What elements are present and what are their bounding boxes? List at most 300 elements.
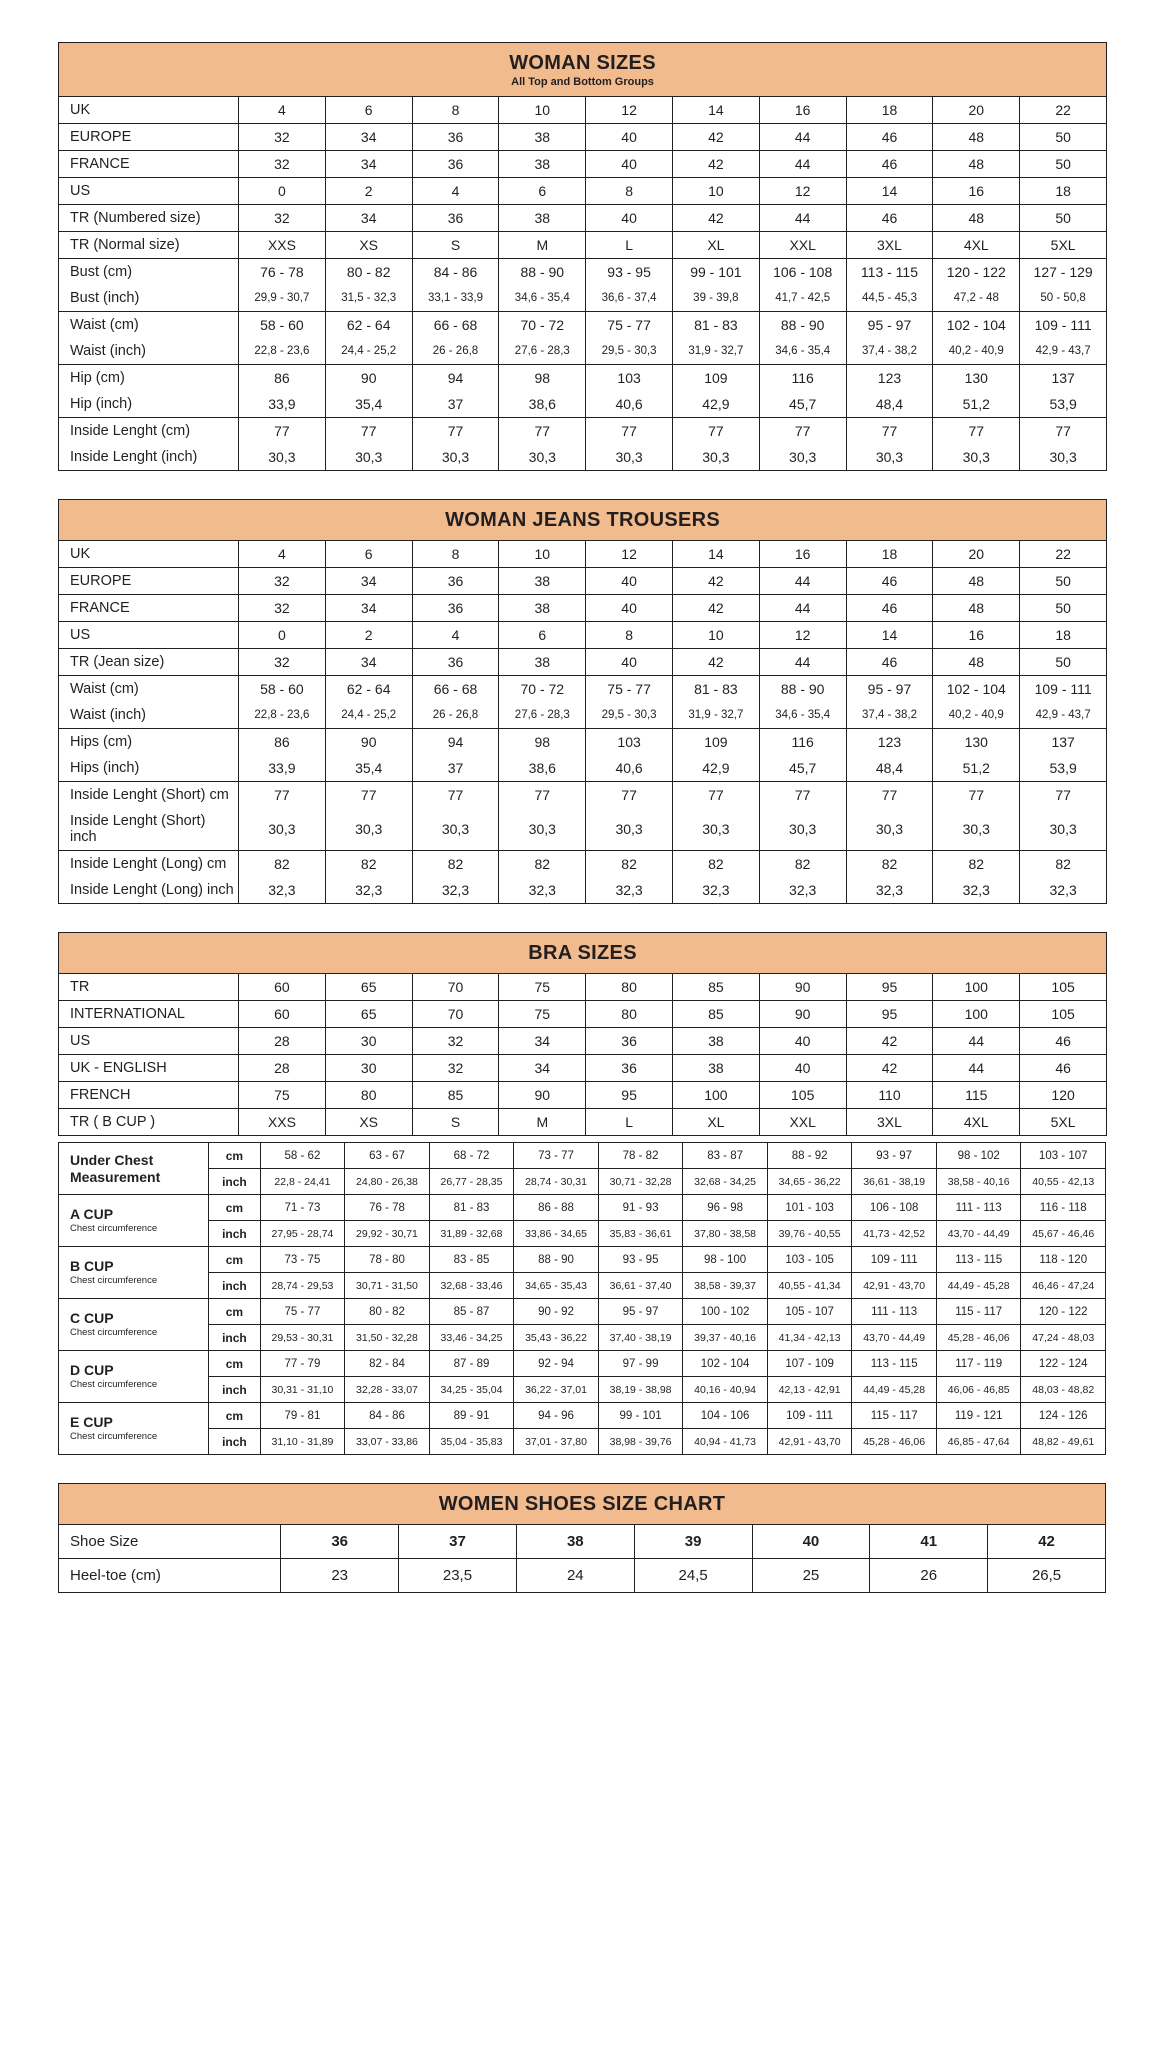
cell: 89 - 91 [429, 1403, 514, 1429]
cell: 40,6 [586, 391, 673, 418]
cell: 73 - 77 [514, 1143, 599, 1169]
cell: 113 - 115 [852, 1351, 937, 1377]
cell: 77 [933, 418, 1020, 445]
cell: 30,3 [239, 808, 326, 851]
cell: 38 [499, 595, 586, 622]
row-label: FRANCE [59, 151, 239, 178]
row-label: US [59, 178, 239, 205]
cell: 48 [933, 649, 1020, 676]
cell: 32 [239, 151, 326, 178]
cell: 34 [499, 1028, 586, 1055]
table-title: WOMEN SHOES SIZE CHART [438, 1493, 726, 1515]
cell: 109 - 111 [1020, 676, 1107, 703]
bra-cup-table [58, 1142, 1106, 1455]
table-row [59, 541, 1107, 568]
cell: 36 [412, 568, 499, 595]
cell: 48 [933, 205, 1020, 232]
cell: 75 - 77 [586, 676, 673, 703]
cell: 103 [586, 365, 673, 392]
cell: 44 [759, 595, 846, 622]
bra-sizes-chart [58, 932, 1106, 1455]
table-row [59, 338, 1107, 365]
row-label: US [59, 1028, 239, 1055]
cell: 30,3 [672, 444, 759, 471]
cell: 58 - 60 [239, 676, 326, 703]
cell: 38 [672, 1028, 759, 1055]
cell: 82 [412, 851, 499, 878]
cell: 36 [412, 124, 499, 151]
cell: 32,68 - 34,25 [683, 1169, 768, 1195]
cell: 68 - 72 [429, 1143, 514, 1169]
cell: 130 [933, 729, 1020, 756]
table-row [59, 1082, 1107, 1109]
cell: 42,91 - 43,70 [852, 1273, 937, 1299]
cell: 38,58 - 40,16 [936, 1169, 1021, 1195]
row-label-main: Under Chest [70, 1151, 154, 1168]
row-label-sub: Chest circumference [70, 1431, 158, 1443]
cell: 82 - 84 [345, 1351, 430, 1377]
cell: 0 [239, 178, 326, 205]
cell: 82 [933, 851, 1020, 878]
row-label: TR (Normal size) [59, 232, 239, 259]
cell: 99 - 101 [672, 259, 759, 286]
cell: 137 [1020, 365, 1107, 392]
cell: 77 [499, 782, 586, 809]
table-row [59, 1429, 1106, 1455]
cell: 32 [239, 649, 326, 676]
table-row [59, 444, 1107, 471]
table-row [59, 568, 1107, 595]
cell: 40,55 - 41,34 [767, 1273, 852, 1299]
table-header-cell [59, 933, 1107, 974]
unit-cell: inch [209, 1429, 260, 1455]
cell: 16 [759, 97, 846, 124]
cell: 30,71 - 31,50 [345, 1273, 430, 1299]
cell: 37,01 - 37,80 [514, 1429, 599, 1455]
cell: 35,04 - 35,83 [429, 1429, 514, 1455]
cell: 29,53 - 30,31 [260, 1325, 345, 1351]
cell: 77 [412, 418, 499, 445]
cell: 30,3 [499, 444, 586, 471]
table-row [59, 1247, 1106, 1273]
row-label: EUROPE [59, 568, 239, 595]
cell: 60 [239, 974, 326, 1001]
table-header-row [59, 1484, 1106, 1525]
table-row [59, 391, 1107, 418]
cell: 3XL [846, 1109, 933, 1136]
cell: 82 [759, 851, 846, 878]
cell: 77 [846, 782, 933, 809]
cell: 81 - 83 [429, 1195, 514, 1221]
cell: 75 - 77 [586, 312, 673, 339]
cell: 120 - 122 [933, 259, 1020, 286]
cell: 8 [586, 178, 673, 205]
cell: 83 - 85 [429, 1247, 514, 1273]
cell: 14 [672, 541, 759, 568]
cell: 27,6 - 28,3 [499, 702, 586, 729]
row-label: Bust (cm) [59, 259, 239, 286]
cell: 80 - 82 [345, 1299, 430, 1325]
cell: 70 - 72 [499, 312, 586, 339]
row-label-main: D CUP [70, 1362, 114, 1379]
cell: 81 - 83 [672, 676, 759, 703]
cell: 77 [846, 418, 933, 445]
cell: L [586, 1109, 673, 1136]
cell: 80 [325, 1082, 412, 1109]
cell: 10 [672, 178, 759, 205]
cell: 50 - 50,8 [1020, 285, 1107, 312]
unit-cell: cm [209, 1143, 260, 1169]
cell: 115 - 117 [936, 1299, 1021, 1325]
cell: 39 [634, 1525, 752, 1559]
cell: 103 - 107 [1021, 1143, 1106, 1169]
cell: 29,5 - 30,3 [586, 338, 673, 365]
cell: 111 - 113 [852, 1299, 937, 1325]
cell: 26,77 - 28,35 [429, 1169, 514, 1195]
cell: 105 - 107 [767, 1299, 852, 1325]
cell: 65 [325, 974, 412, 1001]
cell: 70 [412, 1001, 499, 1028]
cell: 86 - 88 [514, 1195, 599, 1221]
cell: 76 - 78 [239, 259, 326, 286]
table-row [59, 312, 1107, 339]
cell: 38,98 - 39,76 [598, 1429, 683, 1455]
cell: 58 - 60 [239, 312, 326, 339]
cell: 107 - 109 [767, 1351, 852, 1377]
cell: 48 [933, 151, 1020, 178]
cell: 77 [586, 782, 673, 809]
cell: 80 [586, 974, 673, 1001]
table-title: BRA SIZES [528, 942, 637, 964]
cell: 35,4 [325, 755, 412, 782]
cell: 38 [499, 568, 586, 595]
cell: 30,3 [586, 808, 673, 851]
cell: 82 [672, 851, 759, 878]
cell: 20 [933, 97, 1020, 124]
cell: 82 [586, 851, 673, 878]
cell: 50 [1020, 595, 1107, 622]
cell: 40,6 [586, 755, 673, 782]
row-label-main: B CUP [70, 1258, 114, 1275]
cell: 30,3 [846, 444, 933, 471]
cell: 116 [759, 365, 846, 392]
cell: 82 [846, 851, 933, 878]
table-row [59, 1028, 1107, 1055]
cell: 30,3 [759, 444, 846, 471]
cell: 20 [933, 541, 1020, 568]
table-row [59, 1273, 1106, 1299]
cell: 44,49 - 45,28 [936, 1273, 1021, 1299]
cell: 88 - 92 [767, 1143, 852, 1169]
cell: 44 [933, 1055, 1020, 1082]
cell: 48 [933, 124, 1020, 151]
table-header-cell [59, 500, 1107, 541]
table-row [59, 97, 1107, 124]
cell: 10 [672, 622, 759, 649]
unit-cell: inch [209, 1169, 260, 1195]
cell: 62 - 64 [325, 676, 412, 703]
cell: 40,2 - 40,9 [933, 338, 1020, 365]
cell: 10 [499, 541, 586, 568]
cell: 42,9 [672, 391, 759, 418]
row-label: TR (Numbered size) [59, 205, 239, 232]
cell: 77 [1020, 418, 1107, 445]
cell: 51,2 [933, 391, 1020, 418]
table-row [59, 1403, 1106, 1429]
cell: 63 - 67 [345, 1143, 430, 1169]
cell: 30,3 [412, 808, 499, 851]
cell: 86 [239, 729, 326, 756]
cell: 30 [325, 1055, 412, 1082]
cell: 37,40 - 38,19 [598, 1325, 683, 1351]
cell: 90 [499, 1082, 586, 1109]
cell: S [412, 232, 499, 259]
cell: 27,6 - 28,3 [499, 338, 586, 365]
cell: 66 - 68 [412, 312, 499, 339]
cell: 42,13 - 42,91 [767, 1377, 852, 1403]
cell: 5XL [1020, 1109, 1107, 1136]
row-label [59, 1351, 209, 1403]
cell: 45,7 [759, 755, 846, 782]
cell: 127 - 129 [1020, 259, 1107, 286]
row-label: Inside Lenght (Long) inch [59, 877, 239, 904]
row-label [59, 1195, 209, 1247]
cell: 34,25 - 35,04 [429, 1377, 514, 1403]
cell: 77 [1020, 782, 1107, 809]
cell: 29,9 - 30,7 [239, 285, 326, 312]
cell: 77 [672, 418, 759, 445]
table-row [59, 124, 1107, 151]
cell: 36 [586, 1055, 673, 1082]
cell: 36 [412, 595, 499, 622]
cell: 116 - 118 [1021, 1195, 1106, 1221]
cell: 86 [239, 365, 326, 392]
row-label [59, 1403, 209, 1455]
cell: 100 [933, 974, 1020, 1001]
cell: 113 - 115 [846, 259, 933, 286]
cell: 34 [325, 649, 412, 676]
unit-cell: inch [209, 1273, 260, 1299]
cell: 36,6 - 37,4 [586, 285, 673, 312]
cell: 40 [586, 649, 673, 676]
cell: 30,71 - 32,28 [598, 1169, 683, 1195]
cell: 4 [412, 178, 499, 205]
row-label: Inside Lenght (Short) cm [59, 782, 239, 809]
table-row [59, 232, 1107, 259]
cell: 5XL [1020, 232, 1107, 259]
row-label: TR ( B CUP ) [59, 1109, 239, 1136]
cell: 106 - 108 [759, 259, 846, 286]
cell: 22,8 - 24,41 [260, 1169, 345, 1195]
cell: 73 - 75 [260, 1247, 345, 1273]
cell: 90 [759, 974, 846, 1001]
cell: 32,3 [586, 877, 673, 904]
cell: 103 - 105 [767, 1247, 852, 1273]
row-label: US [59, 622, 239, 649]
cell: 27,95 - 28,74 [260, 1221, 345, 1247]
cell: 48,82 - 49,61 [1021, 1429, 1106, 1455]
cell: 93 - 95 [586, 259, 673, 286]
cell: 40 [586, 151, 673, 178]
table-row [59, 1377, 1106, 1403]
cell: 82 [325, 851, 412, 878]
cell: 16 [759, 541, 846, 568]
cell: 40 [586, 568, 673, 595]
cell: 85 [412, 1082, 499, 1109]
cell: 80 [586, 1001, 673, 1028]
cell: 30,3 [586, 444, 673, 471]
cell: 42 [672, 568, 759, 595]
row-label: Inside Lenght (inch) [59, 444, 239, 471]
cell: 93 - 97 [852, 1143, 937, 1169]
cell: 33,9 [239, 391, 326, 418]
cell: 48 [933, 568, 1020, 595]
cell: 6 [499, 622, 586, 649]
cell: 106 - 108 [852, 1195, 937, 1221]
cell: 95 [586, 1082, 673, 1109]
cell: 42 [672, 649, 759, 676]
table-title: WOMAN SIZES [509, 52, 656, 74]
cell: 88 - 90 [759, 676, 846, 703]
women-shoes-chart [58, 1483, 1106, 1593]
cell: 104 - 106 [683, 1403, 768, 1429]
cell: 84 - 86 [345, 1403, 430, 1429]
cell: 110 [846, 1082, 933, 1109]
cell: 116 [759, 729, 846, 756]
cell: 44 [759, 568, 846, 595]
cell: 117 - 119 [936, 1351, 1021, 1377]
cell: 46 [846, 568, 933, 595]
cell: 45,7 [759, 391, 846, 418]
cell: 39 - 39,8 [672, 285, 759, 312]
cell: 70 - 72 [499, 676, 586, 703]
cell: 31,9 - 32,7 [672, 338, 759, 365]
cell: 32,3 [239, 877, 326, 904]
cell: 42 [846, 1055, 933, 1082]
cell: 83 - 87 [683, 1143, 768, 1169]
table-row [59, 622, 1107, 649]
cell: 34,65 - 36,22 [767, 1169, 852, 1195]
cell: 40,94 - 41,73 [683, 1429, 768, 1455]
cell: 77 [325, 418, 412, 445]
cell: 109 [672, 729, 759, 756]
cell: 43,70 - 44,49 [936, 1221, 1021, 1247]
unit-cell: inch [209, 1221, 260, 1247]
cell: 46,46 - 47,24 [1021, 1273, 1106, 1299]
cell: 30,3 [325, 808, 412, 851]
cell: 84 - 86 [412, 259, 499, 286]
cell: 102 - 104 [933, 676, 1020, 703]
cell: 30,3 [933, 444, 1020, 471]
cell: 77 [933, 782, 1020, 809]
cell: 4XL [933, 232, 1020, 259]
cell: 4XL [933, 1109, 1020, 1136]
cell: 115 - 117 [852, 1403, 937, 1429]
cell: 31,9 - 32,7 [672, 702, 759, 729]
table-row [59, 851, 1107, 878]
cell: 30,3 [1020, 444, 1107, 471]
cell: 31,10 - 31,89 [260, 1429, 345, 1455]
cell: 123 [846, 365, 933, 392]
table-row [59, 259, 1107, 286]
cell: 77 [325, 782, 412, 809]
unit-cell: cm [209, 1351, 260, 1377]
cell: XXS [239, 232, 326, 259]
cell: 14 [846, 178, 933, 205]
cell: 30 [325, 1028, 412, 1055]
cell: 82 [1020, 851, 1107, 878]
cell: 95 - 97 [598, 1299, 683, 1325]
cell: 88 - 90 [499, 259, 586, 286]
cell: 85 [672, 1001, 759, 1028]
table-row [59, 205, 1107, 232]
cell: 115 [933, 1082, 1020, 1109]
table-row [59, 151, 1107, 178]
cell: 78 - 80 [345, 1247, 430, 1273]
table-row [59, 178, 1107, 205]
cell: 12 [586, 541, 673, 568]
table-row [59, 1143, 1106, 1169]
cell: 35,4 [325, 391, 412, 418]
row-label-main: E CUP [70, 1414, 113, 1431]
cell: 42 [672, 151, 759, 178]
cell: XXS [239, 1109, 326, 1136]
table-row [59, 1559, 1106, 1593]
row-label: TR (Jean size) [59, 649, 239, 676]
table-subtitle: All Top and Bottom Groups [511, 76, 654, 88]
cell: 38 [672, 1055, 759, 1082]
cell: 93 - 95 [598, 1247, 683, 1273]
row-label: Bust (inch) [59, 285, 239, 312]
cell: 45,67 - 46,46 [1021, 1221, 1106, 1247]
cell: 42 [672, 595, 759, 622]
cell: 12 [759, 178, 846, 205]
cell: 90 [325, 365, 412, 392]
row-label-sub: Chest circumference [70, 1379, 158, 1391]
row-label: UK [59, 541, 239, 568]
cell: 4 [412, 622, 499, 649]
table-row [59, 1195, 1106, 1221]
cell: 38,6 [499, 755, 586, 782]
cell: 36 [412, 649, 499, 676]
cell: 44 [759, 649, 846, 676]
cell: 33,07 - 33,86 [345, 1429, 430, 1455]
cell: 37,80 - 38,58 [683, 1221, 768, 1247]
cell: 32,3 [1020, 877, 1107, 904]
cell: 113 - 115 [936, 1247, 1021, 1273]
table-row [59, 1325, 1106, 1351]
row-label: FRENCH [59, 1082, 239, 1109]
table-header-row [59, 43, 1107, 97]
row-label: FRANCE [59, 595, 239, 622]
cell: 34,65 - 35,43 [514, 1273, 599, 1299]
cell: 124 - 126 [1021, 1403, 1106, 1429]
cell: 35,43 - 36,22 [514, 1325, 599, 1351]
cell: 44 [759, 151, 846, 178]
cell: 75 - 77 [260, 1299, 345, 1325]
cell: 31,89 - 32,68 [429, 1221, 514, 1247]
cell: 40,55 - 42,13 [1021, 1169, 1106, 1195]
woman-sizes-chart [58, 42, 1106, 471]
cell: 77 [759, 782, 846, 809]
cell: 120 [1020, 1082, 1107, 1109]
cell: 36,22 - 37,01 [514, 1377, 599, 1403]
cell: XS [325, 232, 412, 259]
table-row [59, 676, 1107, 703]
table-header-row [59, 500, 1107, 541]
cell: 32,3 [412, 877, 499, 904]
cell: 6 [325, 541, 412, 568]
